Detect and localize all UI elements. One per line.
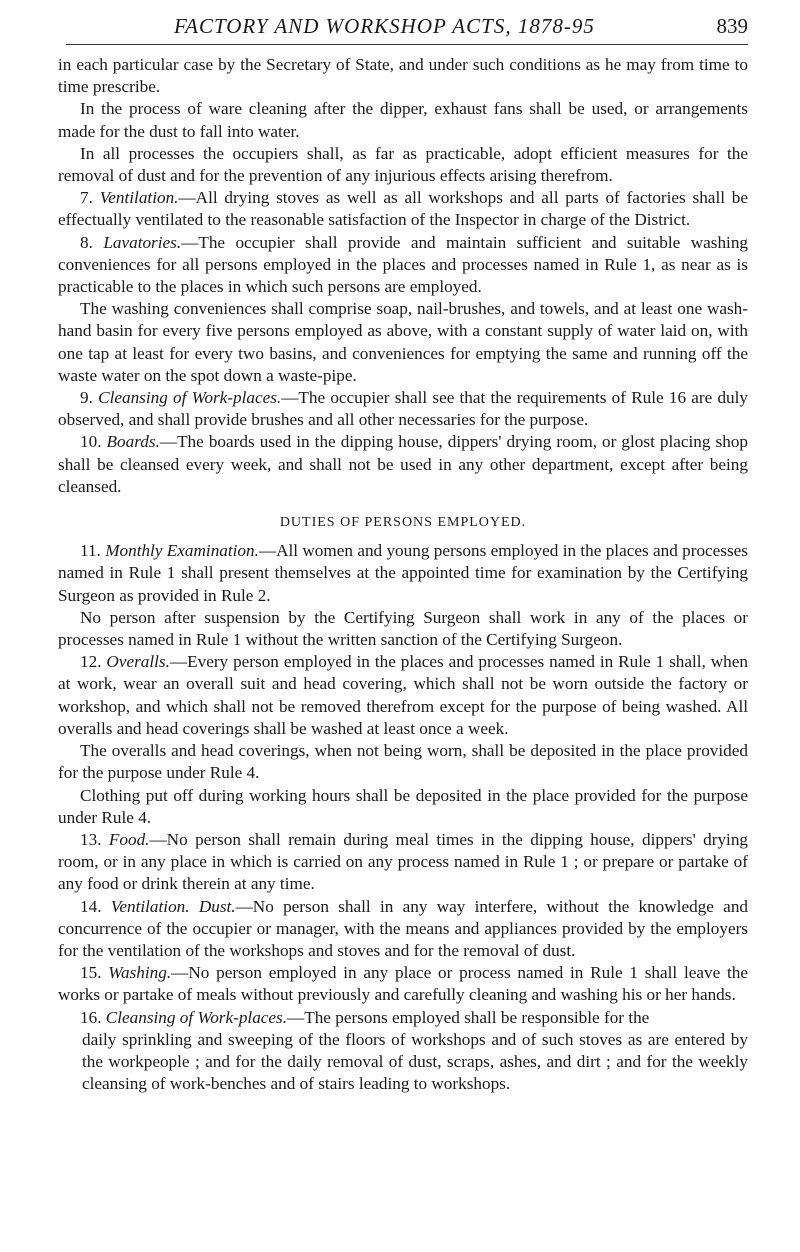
paragraph: In the process of ware cleaning after the dipper, exhaust fans shall be used, or arrangements made for the dust to fall into water. [58,99,748,141]
page-header [58,14,748,54]
rule-11: 11. Monthly Examination.—All women and young persons employed in the places and processes named in Rule 1 shall present themselves at the appointed time for examination by the Certifying Surgeon as provided in Rule 2. [58,541,748,605]
paragraph: daily sprinkling and sweeping of the floors of workshops and of such stoves as are entered by the workpeople ; and for the daily removal of dust, scraps, ashes, and dirt ; and for the weekly cleansing of work-benches and of stairs leading to workshops. [82,1029,748,1094]
rule-10: 10. Boards.—The boards used in the dipping house, dippers' drying room, or glost placing shop shall be cleansed every week, and shall not be used in any other department, except after being cleansed. [58,432,749,496]
rule-title: Ventilation. Dust. [110,896,236,916]
rule-14: 14. Ventilation. Dust.—No person shall in any way interfere, without the knowledge and concurrence of the occupier or manager, with the means and appliances provided by the employers for the ventilation of the workshops and stoves and for the removal of dust. [58,896,749,960]
paragraph: The overalls and head coverings, when not being worn, shall be deposited in the place provided for the purpose under Rule 4. [58,741,748,783]
rule-title: Food. [108,829,150,849]
rule-title: Washing. [108,963,172,983]
section-heading: DUTIES OF PERSONS EMPLOYED. [279,515,527,531]
rule-title: Overalls. [106,652,170,672]
body-text [58,54,748,1095]
page-number: 839 [716,14,748,38]
rule-title: Cleansing of Work-places. [98,388,282,408]
paragraph: No person after suspension by the Certifying Surgeon shall work in any of the places or processes named in Rule 1 without the written sanction of the Certifying Surgeon. [58,607,748,650]
rule-title: Cleansing of Work-places. [105,1007,288,1027]
rule-12: 12. Overalls.—Every person employed in the places and processes named in Rule 1 shall, when at work, wear an overall suit and head covering, which shall not be worn outside the factory or workshop, and which shall not be removed therefrom except for the purpose of being washed. All overalls and head coverings shall be washed at least once a week. [58,652,749,738]
rule-title: Boards. [106,432,160,452]
rule-9: 9. Cleansing of Work-places.—The occupier shall see that the requirements of Rule 16 are duly observed, and shall provide brushes and all other necessaries for the purpose. [58,388,749,430]
paragraph: In all processes the occupiers shall, as far as practicable, adopt efficient measures for the removal of dust and for the prevention of any injurious effects arising therefrom. [58,143,748,186]
rule-title: Lavatories. [103,232,182,252]
rule-15: 15. Washing.—No person employed in any place or process named in Rule 1 shall leave the works or partake of meals without previously and carefully cleaning and washing his or her hands. [58,963,748,1005]
rule-13: 13. Food.—No person shall remain during meal times in the dipping house, dippers' drying room, or in any place in which is carried on any process named in Rule 1 ; or prepare or partake of any food or drink therein at any time. [58,829,749,894]
paragraph: in each particular case by the Secretary of State, and under such conditions as he may from time to time prescribe. [58,55,748,97]
rule-8: 8. Lavatories.—The occupier shall provide and maintain sufficient and suitable washing conveniences for all persons employed in the places and processes named in Rule 1, as near as is practicable to the places in which such persons are employed. [58,232,749,297]
header-rule [66,44,748,45]
rule-7: 7. Ventilation.—All drying stoves as well as all workshops and all parts of factories shall be effectually ventilated to the reasonable satisfaction of the Inspector in charge of the District. [58,188,749,230]
rule-16: 16. Cleansing of Work-places.—The persons employed shall be responsible for the [80,1007,650,1027]
document-page [58,14,748,1095]
paragraph: Clothing put off during working hours shall be deposited in the place provided for the purpose under Rule 4. [58,785,748,827]
running-head: FACTORY AND WORKSHOP ACTS, 1878-95 [174,14,595,38]
paragraph: The washing conveniences shall comprise soap, nail-brushes, and towels, and at least one wash-hand basin for every five persons employed as above, with a constant supply of water laid on, with one tap at least for every two basins, and conveniences for emptying the same and running off the waste water on the spot down a waste-pipe. [58,299,748,385]
rule-title: Monthly Examination. [105,541,259,561]
rule-title: Ventilation. [99,188,179,208]
